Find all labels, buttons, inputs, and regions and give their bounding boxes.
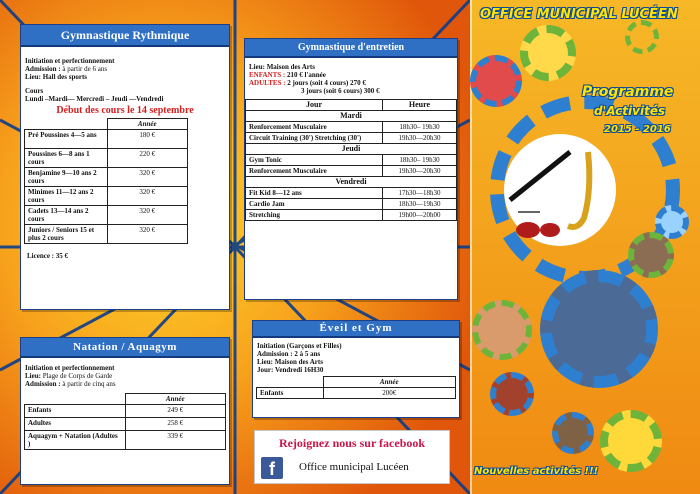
gym-entretien-enfants: ENFANTS : 210 € l'année [249,71,326,79]
gym-entretien-activity: Renforcement Musculaire [246,166,383,177]
gym-rythmique-category: Benjamine 9—10 ans 2 cours [25,168,108,187]
gym-rythmique-price: 320 € [107,187,188,206]
natation-title: Natation / Aquagym [21,338,229,358]
gym-rythmique-price: 320 € [107,225,188,244]
programme-title: Programme [582,84,674,100]
table-row [25,168,188,187]
gym-entretien-activity: Gym Tonic [246,155,383,166]
gym-rythmique-days: Lundi –Mardi— Mercredi – Jeudi —Vendredi [25,95,164,103]
table-row [246,155,457,166]
natation-level: Initiation et perfectionnement [25,364,115,372]
table-row [246,122,457,133]
gym-entretien-time: 18h30– 19h30 [383,122,457,133]
gym-rythmique-start-date: Début des cours le 14 septembre [56,105,194,116]
table-row [25,206,188,225]
eveil-row-price: 200€ [323,388,456,399]
gym-entretien-time: 19h00—20h00 [383,210,457,221]
gym-entretien-col-jour: Jour [246,100,383,111]
gym-entretien-activity: Stretching [246,210,383,221]
table-row [246,133,457,144]
facebook-box [254,430,450,484]
table-row [246,166,457,177]
natation-category: Adultes [25,418,126,431]
eveil-col-annee: Année [323,377,456,388]
season-years: 2015 - 2016 [604,124,671,135]
gym-rythmique-title: Gymnastique Rythmique [21,25,229,47]
gym-rythmique-category: Minimes 11—12 ans 2 cours [25,187,108,206]
gear-icon [470,55,522,107]
gym-rythmique-col-annee: Année [107,119,188,130]
day-header-row [246,111,457,122]
gym-entretien-activity: Renforcement Musculaire [246,122,383,133]
eveil-jour: Jour: Vendredi 16H30 [257,366,324,374]
day-header-row [246,177,457,188]
gym-entretien-col-heure: Heure [383,100,457,111]
office-title: OFFICE MUNICIPAL LUCÉEN [480,7,678,22]
gym-entretien-adultes-3j: 3 jours (soit 6 cours) 300 € [301,87,380,95]
table-row [25,405,226,418]
gym-entretien-title: Gymnastique d'entretien [245,39,457,58]
gym-rythmique-lieu: Lieu: Hall des sports [25,73,88,81]
natation-col-annee: Année [125,394,226,405]
gym-rythmique-licence: Licence : 35 € [27,252,69,260]
table-row [25,225,188,244]
table-row [246,188,457,199]
gym-rythmique-panel [20,24,230,310]
gym-rythmique-price: 320 € [107,206,188,225]
table-row [25,149,188,168]
nouvelles-activites: Nouvelles activités !!! [474,466,599,477]
gym-rythmique-price: 220 € [107,149,188,168]
eveil-initiation: Initiation (Garçons et Filles) [257,342,342,350]
gym-entretien-lieu: Lieu: Maison des Arts [249,63,315,71]
gym-rythmique-level: Initiation et perfectionnement [25,57,115,65]
gear-icon [540,270,658,388]
gear-icon [472,300,532,360]
gym-rythmique-price: 180 € [107,130,188,149]
gym-entretien-activity: Cardio Jam [246,199,383,210]
gym-entretien-time: 19h30—20h30 [383,133,457,144]
gym-rythmique-table [24,118,188,244]
activites-title: d'Activités [594,104,666,118]
gym-entretien-day: Mardi [246,111,457,122]
table-row [25,130,188,149]
natation-admission: Admission : à partir de cinq ans [25,380,116,388]
natation-category: Enfants [25,405,126,418]
gear-icon [628,232,674,278]
facebook-join: Rejoignez nous sur facebook [278,436,426,450]
facebook-icon-letter: f [269,459,275,479]
gym-entretien-day: Jeudi [246,144,457,155]
facebook-page-name[interactable]: Office municipal Lucéen [299,461,409,473]
facebook-icon[interactable] [261,457,283,479]
natation-price: 249 € [125,405,226,418]
gym-rythmique-category: Cadets 13—14 ans 2 cours [25,206,108,225]
gym-entretien-panel [244,38,458,300]
gym-rythmique-admission: Admission : à partir de 6 ans [25,65,108,73]
gym-entretien-time: 17h30—18h30 [383,188,457,199]
gym-entretien-day: Vendredi [246,177,457,188]
table-row [246,199,457,210]
gym-rythmique-price: 320 € [107,168,188,187]
gym-rythmique-cours: Cours [25,87,44,95]
natation-table [24,393,226,450]
natation-panel [20,337,230,485]
eveil-title: Éveil et Gym [253,321,459,338]
gear-icon [600,410,662,472]
instruments-illustration [500,130,620,250]
eveil-table [256,376,456,399]
table-row [246,210,457,221]
gym-entretien-adultes: ADULTES : 2 jours (soit 4 cours) 270 € [249,79,366,87]
gym-entretien-activity: Fit Kid 8—12 ans [246,188,383,199]
gym-entretien-table [245,99,457,221]
gym-entretien-time: 18h30—19h30 [383,199,457,210]
table-row [25,431,226,450]
gear-icon [490,372,534,416]
gear-icon [552,412,594,454]
eveil-lieu: Lieu: Maison des Arts [257,358,323,366]
natation-lieu: Lieu: Plage de Corps de Garde [25,372,113,380]
eveil-admission: Admission : 2 à 5 ans [257,350,321,358]
natation-price: 258 € [125,418,226,431]
natation-price: 339 € [125,431,226,450]
gear-icon [625,20,659,54]
gym-entretien-time: 18h30– 19h30 [383,155,457,166]
gym-rythmique-category: Juniors / Seniors 15 et plus 2 cours [25,225,108,244]
eveil-row-name: Enfants [257,388,324,399]
eveil-panel [252,320,460,418]
gym-rythmique-category: Pré Poussines 4—5 ans [25,130,108,149]
table-row [257,388,456,399]
gym-rythmique-category: Poussines 6—8 ans 1 cours [25,149,108,168]
gym-entretien-activity: Circuit Training (30') Stretching (30') [246,133,383,144]
natation-category: Aquagym + Natation (Adultes ) [25,431,126,450]
table-row [25,418,226,431]
day-header-row [246,144,457,155]
gym-entretien-time: 19h30—20h30 [383,166,457,177]
gear-icon [520,25,576,81]
table-row [25,187,188,206]
